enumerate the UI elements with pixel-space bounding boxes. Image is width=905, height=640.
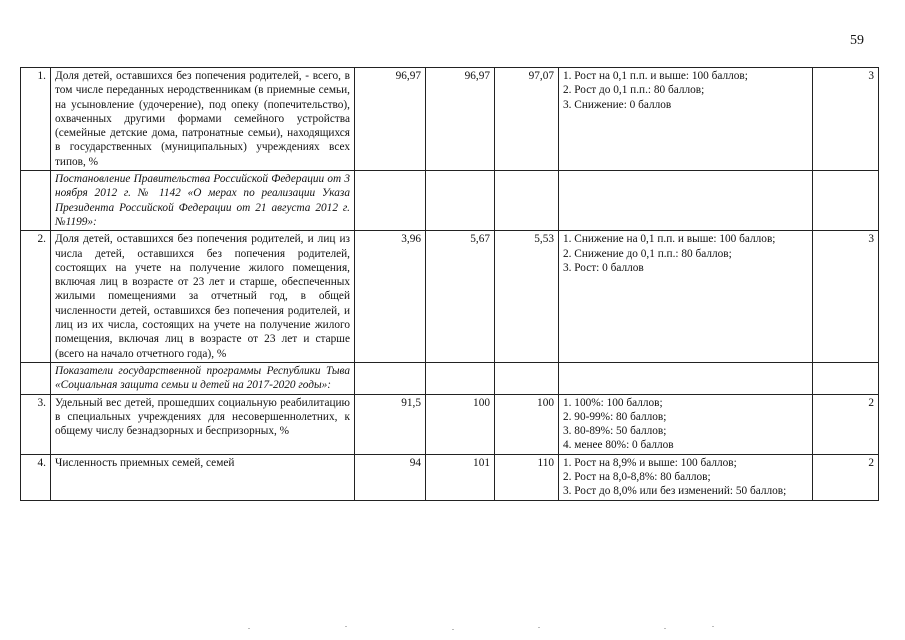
scoring-rule: 1. Снижение на 0,1 п.п. и выше: 100 баллов; (563, 233, 776, 246)
table-row (21, 394, 879, 454)
scan-speck (538, 627, 540, 628)
section-header-row (21, 171, 879, 231)
scan-speck (345, 626, 347, 627)
value-2: 96,97 (426, 68, 495, 171)
row-number: 2. (21, 231, 51, 363)
scoring-rules (559, 68, 813, 171)
scoring-rule: 3. Рост: 0 баллов (563, 261, 644, 274)
scoring-rule: 2. Снижение до 0,1 п.п.: 80 баллов; (563, 247, 732, 260)
value-3: 110 (495, 454, 559, 500)
value-1: 96,97 (355, 68, 426, 171)
scoring-rule: 1. 100%: 100 баллов; (563, 396, 663, 409)
value-3: 97,07 (495, 68, 559, 171)
scoring-rule: 4. менее 80%: 0 баллов (563, 439, 674, 452)
scoring-rules (559, 454, 813, 500)
table-row (21, 231, 879, 363)
scoring-rule: 3. Рост до 8,0% или без изменений: 50 баллов; (563, 485, 787, 498)
table-row (21, 68, 879, 171)
scan-speck (664, 628, 666, 629)
indicator-description: Численность приемных семей, семей (51, 454, 355, 500)
row-number: 3. (21, 394, 51, 454)
indicator-description: Доля детей, оставшихся без попечения родителей, - всего, в том числе переданных неродственникам (в приемные семьи, на усыновление (удочерение), под опеку (попечительство), охваченных другими формами семейного устройства (семейные детские дома, патронатные семьи), находящихся в государственных (муниципальных) учреждениях всех типов, % (51, 68, 355, 171)
scoring-rules (559, 394, 813, 454)
section-header-row (21, 362, 879, 394)
page-number: 59 (850, 33, 864, 48)
value-3: 100 (495, 394, 559, 454)
section-header: Показатели государственной программы Республики Тыва «Социальная защита семьи и детей на 2017-2020 годы»: (51, 362, 355, 394)
value-1: 94 (355, 454, 426, 500)
scan-speck (248, 628, 250, 629)
row-number: 1. (21, 68, 51, 171)
value-2: 100 (426, 394, 495, 454)
indicator-description: Доля детей, оставшихся без попечения родителей, и лиц из числа детей, оставшихся без попечения родителей, состоящих на учете на получение жилого помещения, включая лиц в возрасте от 23 лет и старше, обеспеченных жилыми помещениями за отчетный год, в общей численности детей, оставшихся без попечения родителей, и лиц из их числа, состоящих на учете на получение жилого помещения, включая лиц в возрасте от 23 лет и старше (всего на начало отчетного года), % (51, 231, 355, 363)
row-number: 4. (21, 454, 51, 500)
value-2: 5,67 (426, 231, 495, 363)
value-3: 5,53 (495, 231, 559, 363)
scoring-rule: 2. Рост на 8,0-8,8%: 80 баллов; (563, 471, 711, 484)
indicator-description: Удельный вес детей, прошедших социальную реабилитацию в специальных учреждениях для несовершеннолетних, к общему числу безнадзорных и беспризорных, % (51, 394, 355, 454)
weight-score: 2 (813, 394, 879, 454)
scoring-rule: 2. Рост до 0,1 п.п.: 80 баллов; (563, 84, 705, 97)
section-header: Постановление Правительства Российской Федерации от 3 ноября 2012 г. № 1142 «О мерах по реализации Указа Президента Российской Федерации от 21 августа 2012 г. №1199»: (51, 171, 355, 231)
scoring-rule: 1. Рост на 8,9% и выше: 100 баллов; (563, 456, 737, 469)
weight-score: 3 (813, 231, 879, 363)
value-2: 101 (426, 454, 495, 500)
weight-score: 3 (813, 68, 879, 171)
scan-speck (712, 626, 714, 627)
scoring-rule: 1. Рост на 0,1 п.п. и выше: 100 баллов; (563, 70, 748, 82)
scan-speck (452, 629, 454, 630)
indicators-table (20, 67, 879, 501)
scoring-rule: 3. 80-89%: 50 баллов; (563, 425, 667, 438)
value-1: 3,96 (355, 231, 426, 363)
table-row (21, 454, 879, 500)
weight-score: 2 (813, 454, 879, 500)
scoring-rules (559, 231, 813, 363)
scoring-rule: 2. 90-99%: 80 баллов; (563, 410, 667, 423)
scoring-rule: 3. Снижение: 0 баллов (563, 98, 672, 111)
value-1: 91,5 (355, 394, 426, 454)
